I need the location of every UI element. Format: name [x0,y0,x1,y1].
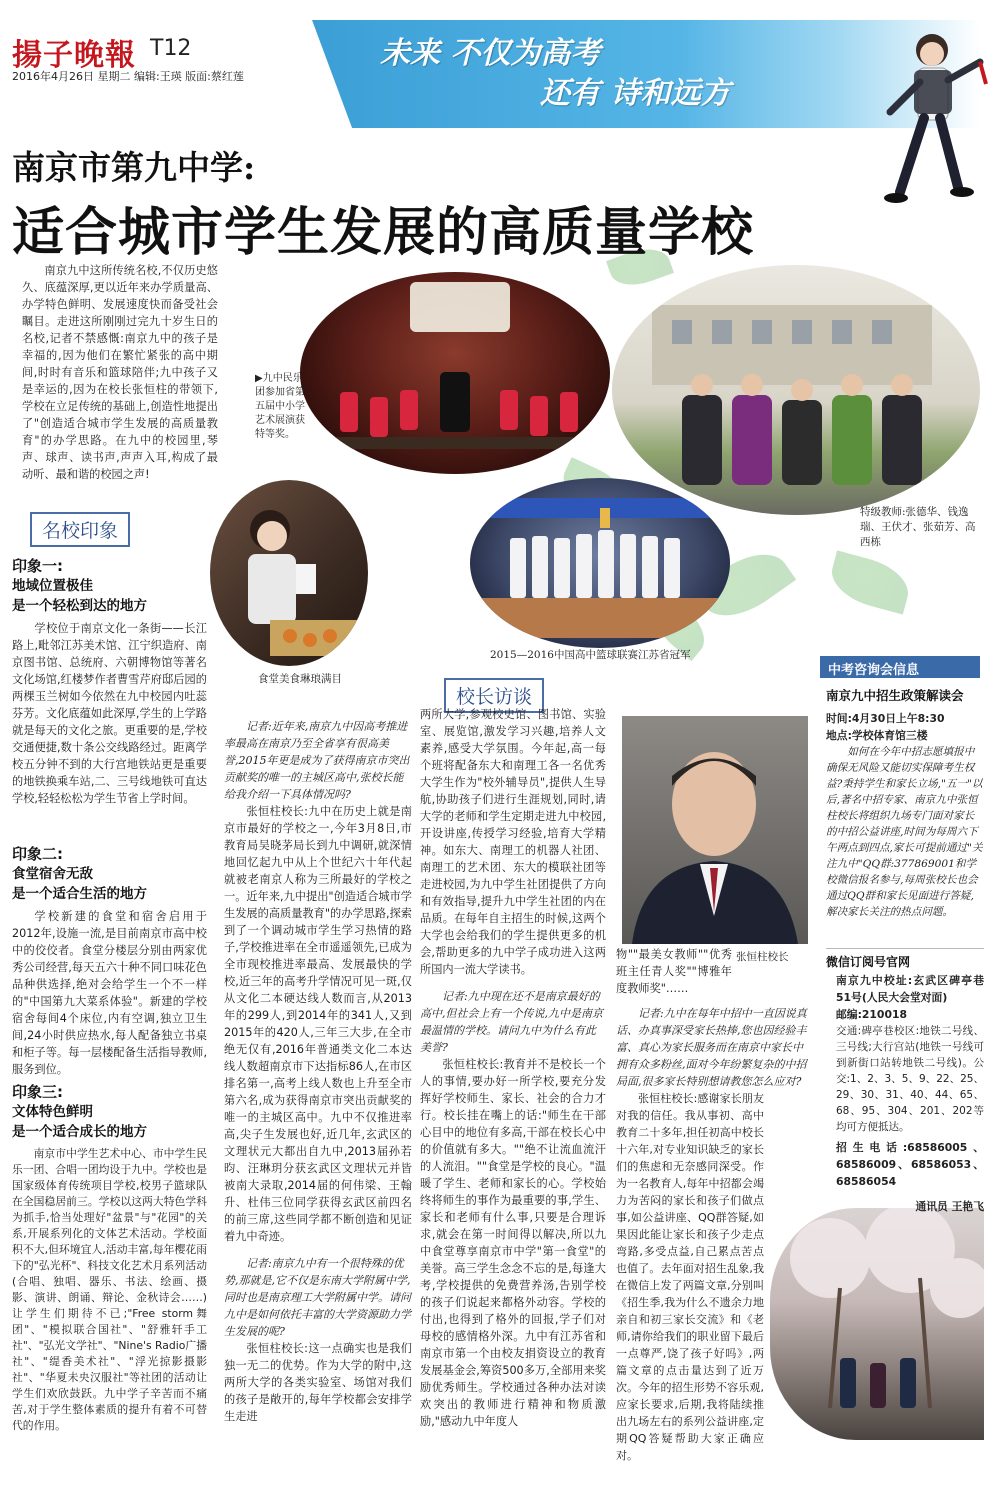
impression-2-heading: 食堂宿舍无敌 [12,866,93,882]
canteen-caption: 食堂美食琳琅满目 [258,673,342,685]
slogan-line-2: 还有 诗和远方 [540,76,731,111]
principal-caption: 张恒柱校长 [736,951,789,963]
interview-column-3 [420,706,606,1430]
school-address: 南京九中校址:玄武区碑亭巷51号(人民大会堂对面) [836,974,984,1004]
traffic-info: 交通:碑亭巷校区:地铁二号线、三号线;大行宫站(地铁一号线可到新街口站转地铁二号线)。公交:1、2、3、5、9、22、25、29、30、31、40、44、65、68、95、304、201、202等均可方便抵达。 [836,1025,984,1133]
basketball-photo [470,478,730,648]
intro-text: 南京九中这所传统名校,不仅历史悠久、底蕴深厚,更以近年来办学质量高、办学特色鲜明、发展速度快而备受社会瞩目。走进这所刚刚过完九十岁生日的名校,记者不禁感慨:南京九中的孩子是幸福的,因为他们在繁忙紧张的高中期间,时时有音乐和篮球陪伴;九中孩子又是幸运的,因为在校长张恒柱的带领下,学校在立足传统的基础上,创造性地提出了"创造适合城市学生发展的高质量教育"的办学思路。在九中的校园里,琴声、球声、读书声,声声入耳,构成了最动听、最和谐的校园之声! [22,264,218,481]
impression-3 [12,1082,207,1434]
slogan-line-1: 未来 不仅为高考 [380,36,601,71]
teachers-photo [612,265,980,515]
canteen-photo [210,480,368,666]
wechat-label: 微信订阅号官网 [826,955,911,969]
answer-2: 张恒柱校长:这一点确实也是我们独一无二的优势。作为大学的附中,这两所大学的各类实验室、场馆对我们的孩子是敞开的,每年学校都会安排学生走进 [224,1342,412,1423]
reporter-credit: 通讯员 王艳飞 [915,1200,984,1213]
event-title: 南京九中招生政策解读会 [826,688,964,703]
impression-1-text: 学校位于南京文化一条街——长江路上,毗邻江苏美术馆、江宁织造府、南京图书馆、总统府、六朝博物馆等著名文化场馆,红楼梦作者曹雪芹府邸后园的两棵玉兰树如今依然在九中校园内吐蕊芬芳。文化底蕴如此深厚,学生的上学路就是每天的文化之旅。更重要的是,学校交通便捷,数十条公交线路经过。距离学校五分钟不到的大行宫地铁站更是重要的地铁换乘车站,二、三号线地铁可直达学校,轻轻松松为学生节省上学时间。 [12,622,207,805]
event-description: 如何在今年中招志愿填报中确保无风险又能切实保障考生权益?秉持学生和家长立场,"五一"以后,著名中招专家、南京九中张恒柱校长将组织九场专门面对家长的中招公益讲座,时间为每周六下午两点到四点,家长可提前通过"关注九中"QQ群:377869001和学校微信报名参与,每周张校长也会通过QQ群和家长见面进行答疑,解决家长关注的热点问题。 [826,746,983,918]
impression-2-text: 学校新建的食堂和宿舍启用于2012年,设施一流,是目前南京市高中校中的佼佼者。食堂分楼层分别由两家优秀公司经营,每天五六十种不同口味花色品种供选择,绝对会给学生一个不一样的"中国第九大菜系体验"。新建的学校宿舍每间4个床位,内有空调,独立卫生间,24小时供应热水,每人配备独立书桌和柜子等。每一层楼配备生活指导教师,服务到位。 [12,910,207,1076]
impression-3-subheading: 是一个适合成长的地方 [12,1124,147,1140]
answer-3: 张恒柱校长:教育并不是校长一个人的事情,要办好一所学校,要充分发挥好学校师生、家长、社会的合力才行。校长挂在嘴上的话:"师生在干部心目中的地位有多高,干部在校长心中的价值就有多大。""绝不让流血流汗的人流泪。""食堂是学校的良心。"温暖了学生、老师和家长的心。学校始终将师生的事作为最重要的事,学生、家长和老师有什么事,只要是合理诉求,就会在第一时间得以解决,所以九中食堂尊享南京市中学"第一食堂"的美誉。高三学生念念不忘的是,每逢大考,学校提供的免费营养汤,告别学校的孩子们说起来都格外动容。学校的付出,也得到了格外的回报,学子们对母校的感情格外深。九中有江苏省和南京市第一个由校友捐资设立的教育发展基金会,筹资500多万,全部用来奖励优秀师生。学校通过各种办法对读欢突出的教师进行精神和物质激励,"感动九中年度人 [420,1058,606,1428]
question-1: 记者:近年来,南京九中因高考推进率最高在南京乃至全省享有很高美誉,2015年更是成为了获得南京市突出贡献奖的唯一的主城区高中,张校长能给我介绍一下具体情况吗? [224,720,410,801]
event-place: 地点:学校体育馆三楼 [826,729,928,742]
impression-3-label: 印象三: [12,1083,63,1101]
answer-3-continued: 物""最美女教师""优秀班主任青人奖""博雅年度教师奖"…… [616,948,732,995]
question-4: 记者:九中在每年中招中一直因说真话、办真事深受家长热捧,您也因经验丰富、真心为家长服务而在南京中家长中拥有众多粉丝,面对今年纷繁复杂的中招局面,很多家长特别想请教您怎么应对? [616,1007,807,1088]
impression-1-heading: 地域位置极佳 [12,578,93,594]
interview-column-2 [224,718,412,1425]
sidebar-heading: 中考咨询会信息 [820,656,980,678]
impression-2-label: 印象二: [12,845,63,863]
answer-4: 张恒柱校长:感谢家长朋友对我的信任。我从事初、高中教育二十多年,担任初高中校长十六年,对专业知识缺乏的家长们的焦虑和无奈感同深受。作为一名教育人,每年中招都会竭力为苦闷的家长和孩子们做点事,如公益讲座、QQ群答疑,如果因此能让家长和孩子少走点弯路,多受点益,自己累点苦点也值了。去年面对招生乱象,我在微信上发了两篇文章,分别叫《招生季,我为什么不遗余力地亲自和初三家长交流》和《老师,请你给我们的职业留下最后一点尊严,饶了孩子好吗》,两篇文章的点击量达到了近万次。今年的招生形势不容乐观,应家长要求,后期,我将陆续推出九场左右的系列公益讲座,定期QQ答疑帮助大家正确应对。 [616,1092,764,1462]
teachers-caption: 特级教师:张德华、钱逸瑞、王伏才、张茹芳、高西栋 [860,506,976,548]
consultation-info [826,686,984,920]
section-tag-impression: 名校印象 [30,512,130,547]
answer-1: 张恒柱校长:九中在历史上就是南京市最好的学校之一,今年3月8日,市教育局吴晓茅局长到九中调研,就深情地回忆起九中从上个世纪六十年代起就被老南京人称为三所最好的学校之一。近年来,九中提出"创造适合城市学生发展的高质量教育"的办学思路,探索到了一个调动城市学生学习热情的路子,学校推进率在全市遥遥领先,已成为全市现校推进率最高、发展最快的学校,近三年的高考升学情况可见一斑,仅从文化二本硬达线人数而言,从2013年的299人,到2014年的341人,又到2015年的420人,三年三大步,在全市绝无仅有,2016年普通类文化二本达线人数超南京市下达指标86人,在市区排名第一,高考上线人数也上升至全市第六名,成为获得南京市突出贡献奖的唯一的主城区高中。九中不仅推进率高,尖子生发展也好,近几年,玄武区的文理状元大都出自九中,2013届孙若昀、汪琳玥分获玄武区文理状元并皆被南大录取,2014届的何伟梁、王翰升、杜伟三位同学获得玄武区前四名的前三席,这些同学都不断创造和见证着九中奇迹。 [224,805,412,1243]
question-3: 记者:九中现在还不是南京最好的高中,但社会上有一个传说,九中是南京最温情的学校。请问九中为什么有此美誉? [420,990,603,1054]
impression-1 [12,556,207,807]
impression-1-label: 印象一: [12,557,63,575]
impression-3-heading: 文体特色鲜明 [12,1104,93,1120]
question-2: 记者:南京九中有一个很特殊的优势,那就是,它不仅是东南大学附属中学,同时也是南京理工大学附属中学。请问九中是如何依托丰富的大学资源助力学生发展的呢? [224,1257,411,1338]
orchestra-caption: ▶九中民乐团参加省第五届中小学艺术展演获特等奖。 [255,373,305,440]
event-time: 时间:4月30日上午8:30 [826,712,945,725]
orchestra-photo [300,272,610,474]
answer-2-continued: 两所大学,参观校史馆、图书馆、实验室、展览馆,激发学习兴趣,培养人文素养,感受大学氛围。今年起,高一每个班将配备东大和南理工各一名优秀大学生作为"校外辅导员",提供人生导航,协助孩子们进行生涯规划,同时,请大学的老师和学生定期走进九中校园,开设讲座,传授学习经验,培育大学精神。如东大、南理工的机器人社团、南理工的艺术团、东大的模联社团等走进校园,为九中学生社团提供了方向和有效指导,提升九中学生社团的内在品质。在每年自主招生的时候,这两个大学也会给我们的学生提供更多的机会,帮助更多的九中学子成功进入这两所国内一流大学读书。 [420,708,606,976]
student-figure-icon [860,22,990,222]
school-info [826,952,984,1215]
enrollment-phone: 招生电话:68586005、68586009、68586053、68586054 [836,1141,984,1188]
headline-subtitle: 南京市第九中学: [12,148,256,187]
newspaper-logo: 揚子晚報 [12,38,136,73]
decorative-leaf [826,550,915,614]
impression-1-subheading: 是一个轻松到达的地方 [12,598,147,614]
publication-info: 2016年4月26日 星期二 编辑:王瑛 版面:蔡红莲 [12,70,244,83]
principal-photo [622,716,808,944]
sidebar-divider [826,948,984,949]
page-number: T12 [150,36,192,61]
postcode: 邮编:210018 [836,1008,907,1021]
impression-2 [12,844,207,1078]
impression-3-text: 南京市中学生艺术中心、市中学生民乐一团、合唱一团均设于九中。学校也是国家级体育传统项目学校,校男子篮球队在全国稳居前三。学校以这两大特色学科为抓手,恰当处理好"盆景"与"花园"的关系,开展系列化的文体艺术活动。学校面积不大,但环境宜人,活动丰富,每年樱花雨下的"弘光杯"、科技文化艺术月系列活动(合唱、独唱、器乐、书法、绘画、摄影、演讲、朗诵、辩论、金秋诗会……)让学生们期待不已;"Free storm舞团"、"模拟联合国社"、"舒雅轩手工社"、"弘光文学社"、"Nine's Radio广播社"、"缇香美术社"、"浮光掠影摄影社"、"华夏未央汉服社"等社团的活动让学生们欢欣鼓跃。九中学子辛苦而不痛苦,对于学生整体素质的提升有着不可替代的作用。 [12,1147,207,1432]
campus-photo [770,1208,984,1440]
intro-paragraph [22,262,218,483]
impression-2-subheading: 是一个适合生活的地方 [12,886,147,902]
section-tag-interview: 校长访谈 [444,678,544,713]
headline-main: 适合城市学生发展的高质量学校 [12,203,755,263]
basketball-caption: 2015—2016中国高中篮球联赛江苏省冠军 [490,649,691,661]
